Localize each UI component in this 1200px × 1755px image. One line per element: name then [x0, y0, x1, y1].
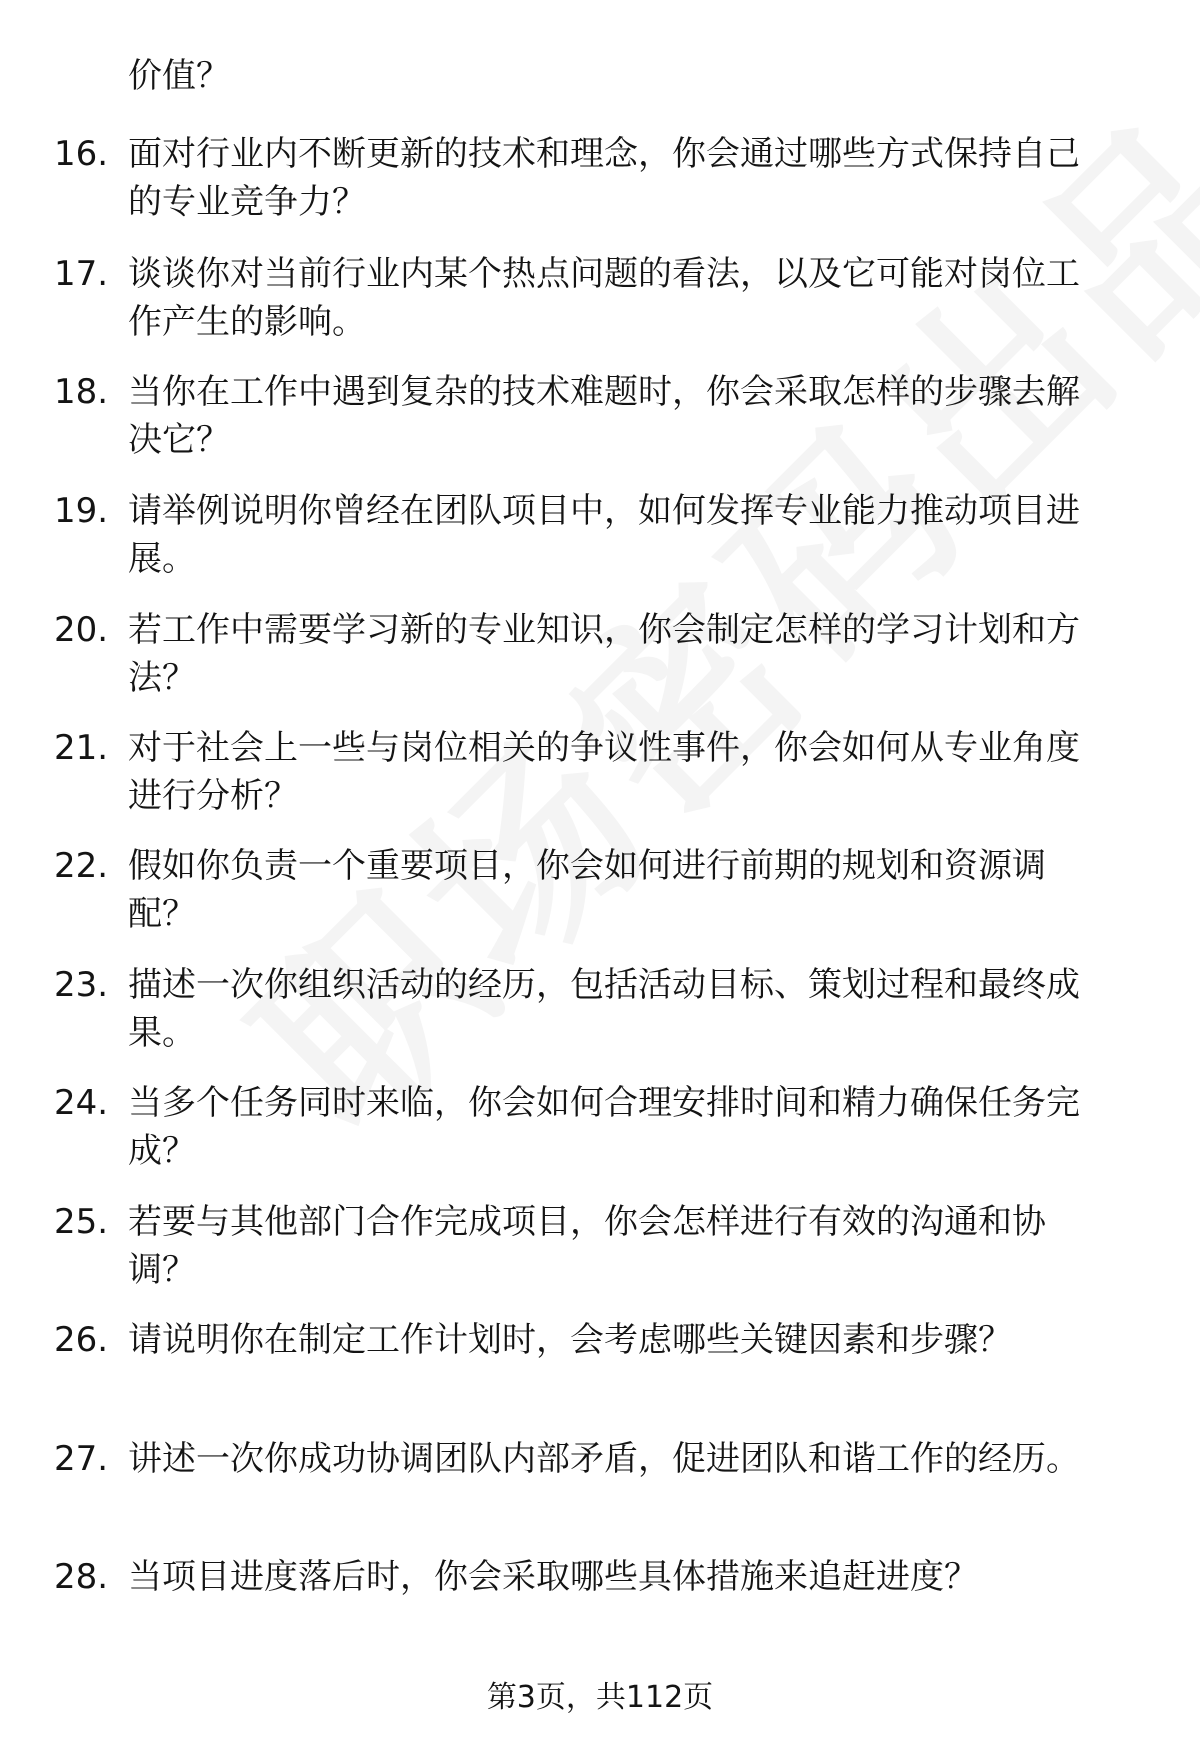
question-number: 19. — [54, 491, 109, 531]
question-number: 18. — [54, 372, 109, 412]
question-text-line2: 调？ — [128, 1250, 196, 1290]
question-number: 20. — [54, 610, 109, 650]
question-text-line1: 谈谈你对当前行业内某个热点问题的看法，以及它可能对岗位工 — [128, 254, 1080, 294]
question-number: 28. — [54, 1557, 109, 1597]
question-number: 17. — [54, 254, 109, 294]
question-number: 26. — [54, 1320, 109, 1360]
question-text-line2: 配？ — [128, 894, 196, 934]
question-text-line2: 进行分析？ — [128, 776, 298, 816]
question-text-line1: 若要与其他部门合作完成项目，你会怎样进行有效的沟通和协 — [128, 1202, 1046, 1242]
question-text-line1: 讲述一次你成功协调团队内部矛盾，促进团队和谐工作的经历。 — [128, 1439, 1080, 1479]
question-text-line1: 当你在工作中遇到复杂的技术难题时，你会采取怎样的步骤去解 — [128, 372, 1080, 412]
question-text-line1: 描述一次你组织活动的经历，包括活动目标、策划过程和最终成 — [128, 965, 1080, 1005]
question-text-line1: 当项目进度落后时，你会采取哪些具体措施来追赶进度？ — [128, 1557, 978, 1597]
question-text-line1: 当多个任务同时来临，你会如何合理安排时间和精力确保任务完 — [128, 1083, 1080, 1123]
question-text-line1: 对于社会上一些与岗位相关的争议性事件，你会如何从专业角度 — [128, 728, 1080, 768]
question-text-line2: 果。 — [128, 1013, 196, 1053]
question-text-line2: 成？ — [128, 1131, 196, 1171]
question-number: 24. — [54, 1083, 109, 1123]
question-text-line1: 若工作中需要学习新的专业知识，你会制定怎样的学习计划和方 — [128, 610, 1080, 650]
question-text-line2: 的专业竞争力？ — [128, 182, 366, 222]
question-number: 25. — [54, 1202, 109, 1242]
question-text-line2: 作产生的影响。 — [128, 302, 366, 342]
question-number: 21. — [54, 728, 109, 768]
question-number: 23. — [54, 965, 109, 1005]
question-text-line2: 决它？ — [128, 420, 230, 460]
question-text-line2: 展。 — [128, 539, 196, 579]
question-number: 27. — [54, 1439, 109, 1479]
question-number: 16. — [54, 134, 109, 174]
question-number: 22. — [54, 846, 109, 886]
question-text-line1: 请举例说明你曾经在团队项目中，如何发挥专业能力推动项目进 — [128, 491, 1080, 531]
page-footer: 第3页，共112页 — [486, 1680, 714, 1715]
question-text-line2: 法？ — [128, 658, 196, 698]
question-text-line1: 请说明你在制定工作计划时，会考虑哪些关键因素和步骤？ — [128, 1320, 1012, 1360]
continuation-text: 价值？ — [128, 56, 230, 96]
question-text-line1: 面对行业内不断更新的技术和理念，你会通过哪些方式保持自己 — [128, 134, 1080, 174]
question-text-line1: 假如你负责一个重要项目，你会如何进行前期的规划和资源调 — [128, 846, 1046, 886]
